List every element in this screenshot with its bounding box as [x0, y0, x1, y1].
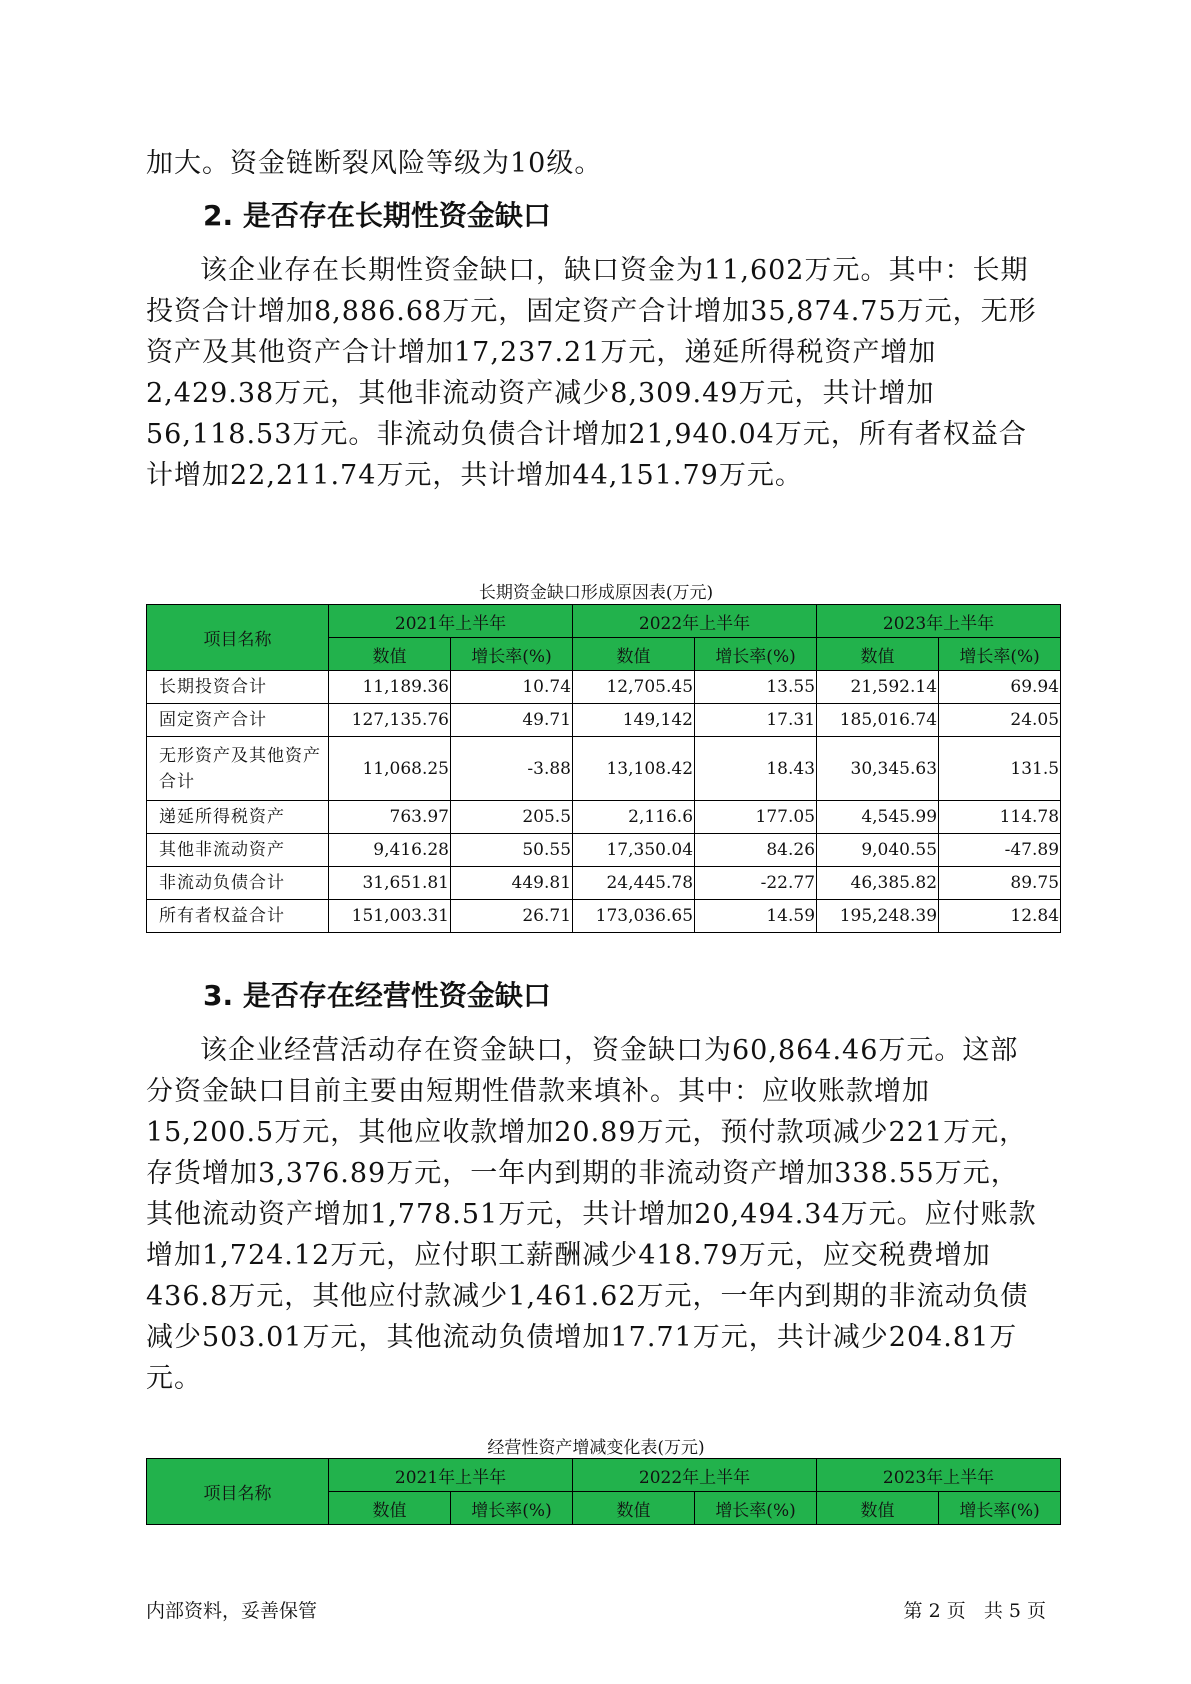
cell-value: 185,016.74	[817, 704, 939, 737]
cell-rate: 24.05	[939, 704, 1061, 737]
table-row	[147, 671, 1061, 704]
cell-rate: 18.43	[695, 737, 817, 801]
table2-period-header: 2022年上半年	[573, 1459, 817, 1492]
cell-rate: 14.59	[695, 900, 817, 933]
table-row	[147, 801, 1061, 834]
section3-body: 该企业经营活动存在资金缺口，资金缺口为60,864.46万元。这部分资金缺口目前主要由短期性借款来填补。其中：应收账款增加15,200.5万元，其他应收款增加20.89万元，预付款项减少221万元，存货增加3,376.89万元，一年内到期的非流动资产增加338.55万元，其他流动资产增加1,778.51万元，共计增加20,494.34万元。应付账款增加1,724.12万元，应付职工薪酬减少418.79万元，应交税费增加436.8万元，其他应付款减少1,461.62万元，一年内到期的非流动负债减少503.01万元，其他流动负债增加17.71万元，共计减少204.81万元。	[146, 1035, 1037, 1394]
table-row	[147, 867, 1061, 900]
cell-rate: 205.5	[451, 801, 573, 834]
table2-name-header: 项目名称	[147, 1459, 329, 1525]
table1-value-header: 数值	[329, 638, 451, 671]
cell-rate: 26.71	[451, 900, 573, 933]
cell-value: 30,345.63	[817, 737, 939, 801]
table1-period-row	[147, 605, 1061, 638]
table1-rate-header: 增长率(%)	[695, 638, 817, 671]
section2-body: 该企业存在长期性资金缺口，缺口资金为11,602万元。其中：长期投资合计增加8,886.68万元，固定资产合计增加35,874.75万元，无形资产及其他资产合计增加17,237.21万元，递延所得税资产增加2,429.38万元，其他非流动资产减少8,309.49万元，共计增加56,118.53万元。非流动负债合计增加21,940.04万元，所有者权益合计增加22,211.74万元，共计增加44,151.79万元。	[146, 255, 1037, 491]
cell-value: 763.97	[329, 801, 451, 834]
cell-value: 13,108.42	[573, 737, 695, 801]
cell-rate: 12.84	[939, 900, 1061, 933]
footer-confidential-note: 内部资料，妥善保管	[146, 1600, 318, 1622]
table1-period-header: 2022年上半年	[573, 605, 817, 638]
table2-rate-header: 增长率(%)	[695, 1492, 817, 1525]
cell-rate: 13.55	[695, 671, 817, 704]
row-label: 固定资产合计	[147, 704, 329, 737]
cell-rate: 17.31	[695, 704, 817, 737]
cell-rate: 10.74	[451, 671, 573, 704]
row-label: 所有者权益合计	[147, 900, 329, 933]
table2-rate-header: 增长率(%)	[939, 1492, 1061, 1525]
table-row	[147, 900, 1061, 933]
section3-heading: 3. 是否存在经营性资金缺口	[203, 979, 551, 1012]
cell-value: 21,592.14	[817, 671, 939, 704]
table1-value-header: 数值	[573, 638, 695, 671]
cell-rate: 449.81	[451, 867, 573, 900]
table1-caption: 长期资金缺口形成原因表(万元)	[478, 583, 714, 603]
cell-rate: 114.78	[939, 801, 1061, 834]
intro-paragraph: 加大。资金链断裂风险等级为10级。	[146, 148, 603, 179]
table1-rate-header: 增长率(%)	[451, 638, 573, 671]
cell-rate: -22.77	[695, 867, 817, 900]
cell-rate: 50.55	[451, 834, 573, 867]
cell-value: 12,705.45	[573, 671, 695, 704]
cell-value: 173,036.65	[573, 900, 695, 933]
cell-rate: -3.88	[451, 737, 573, 801]
cell-value: 46,385.82	[817, 867, 939, 900]
section2-heading: 2. 是否存在长期性资金缺口	[203, 199, 551, 232]
cell-value: 127,135.76	[329, 704, 451, 737]
table1-value-header: 数值	[817, 638, 939, 671]
cell-rate: -47.89	[939, 834, 1061, 867]
table2-value-header: 数值	[573, 1492, 695, 1525]
cell-value: 31,651.81	[329, 867, 451, 900]
long-term-gap-table	[146, 604, 1061, 933]
cell-rate: 49.71	[451, 704, 573, 737]
table1-rate-header: 增长率(%)	[939, 638, 1061, 671]
cell-rate: 69.94	[939, 671, 1061, 704]
table-row	[147, 704, 1061, 737]
cell-value: 4,545.99	[817, 801, 939, 834]
table2-value-header: 数值	[817, 1492, 939, 1525]
table1-period-header: 2023年上半年	[817, 605, 1061, 638]
row-label: 无形资产及其他资产合计	[147, 737, 329, 801]
table2-period-header: 2023年上半年	[817, 1459, 1061, 1492]
row-label: 非流动负债合计	[147, 867, 329, 900]
cell-rate: 89.75	[939, 867, 1061, 900]
table2-rate-header: 增长率(%)	[451, 1492, 573, 1525]
row-label: 递延所得税资产	[147, 801, 329, 834]
cell-value: 2,116.6	[573, 801, 695, 834]
cell-value: 24,445.78	[573, 867, 695, 900]
row-label: 长期投资合计	[147, 671, 329, 704]
cell-value: 9,040.55	[817, 834, 939, 867]
table-row	[147, 737, 1061, 801]
table1-name-header: 项目名称	[147, 605, 329, 671]
row-label: 其他非流动资产	[147, 834, 329, 867]
cell-value: 195,248.39	[817, 900, 939, 933]
table2-caption: 经营性资产增减变化表(万元)	[487, 1438, 705, 1458]
table2-period-header: 2021年上半年	[329, 1459, 573, 1492]
cell-value: 17,350.04	[573, 834, 695, 867]
table2-value-header: 数值	[329, 1492, 451, 1525]
table-row	[147, 834, 1061, 867]
cell-rate: 131.5	[939, 737, 1061, 801]
table2-period-row	[147, 1459, 1061, 1492]
cell-value: 151,003.31	[329, 900, 451, 933]
cell-value: 149,142	[573, 704, 695, 737]
operating-assets-table	[146, 1458, 1061, 1525]
cell-rate: 84.26	[695, 834, 817, 867]
footer-page-number: 第 2 页 共 5 页	[903, 1600, 1046, 1622]
table1-period-header: 2021年上半年	[329, 605, 573, 638]
cell-value: 9,416.28	[329, 834, 451, 867]
cell-value: 11,189.36	[329, 671, 451, 704]
cell-rate: 177.05	[695, 801, 817, 834]
cell-value: 11,068.25	[329, 737, 451, 801]
